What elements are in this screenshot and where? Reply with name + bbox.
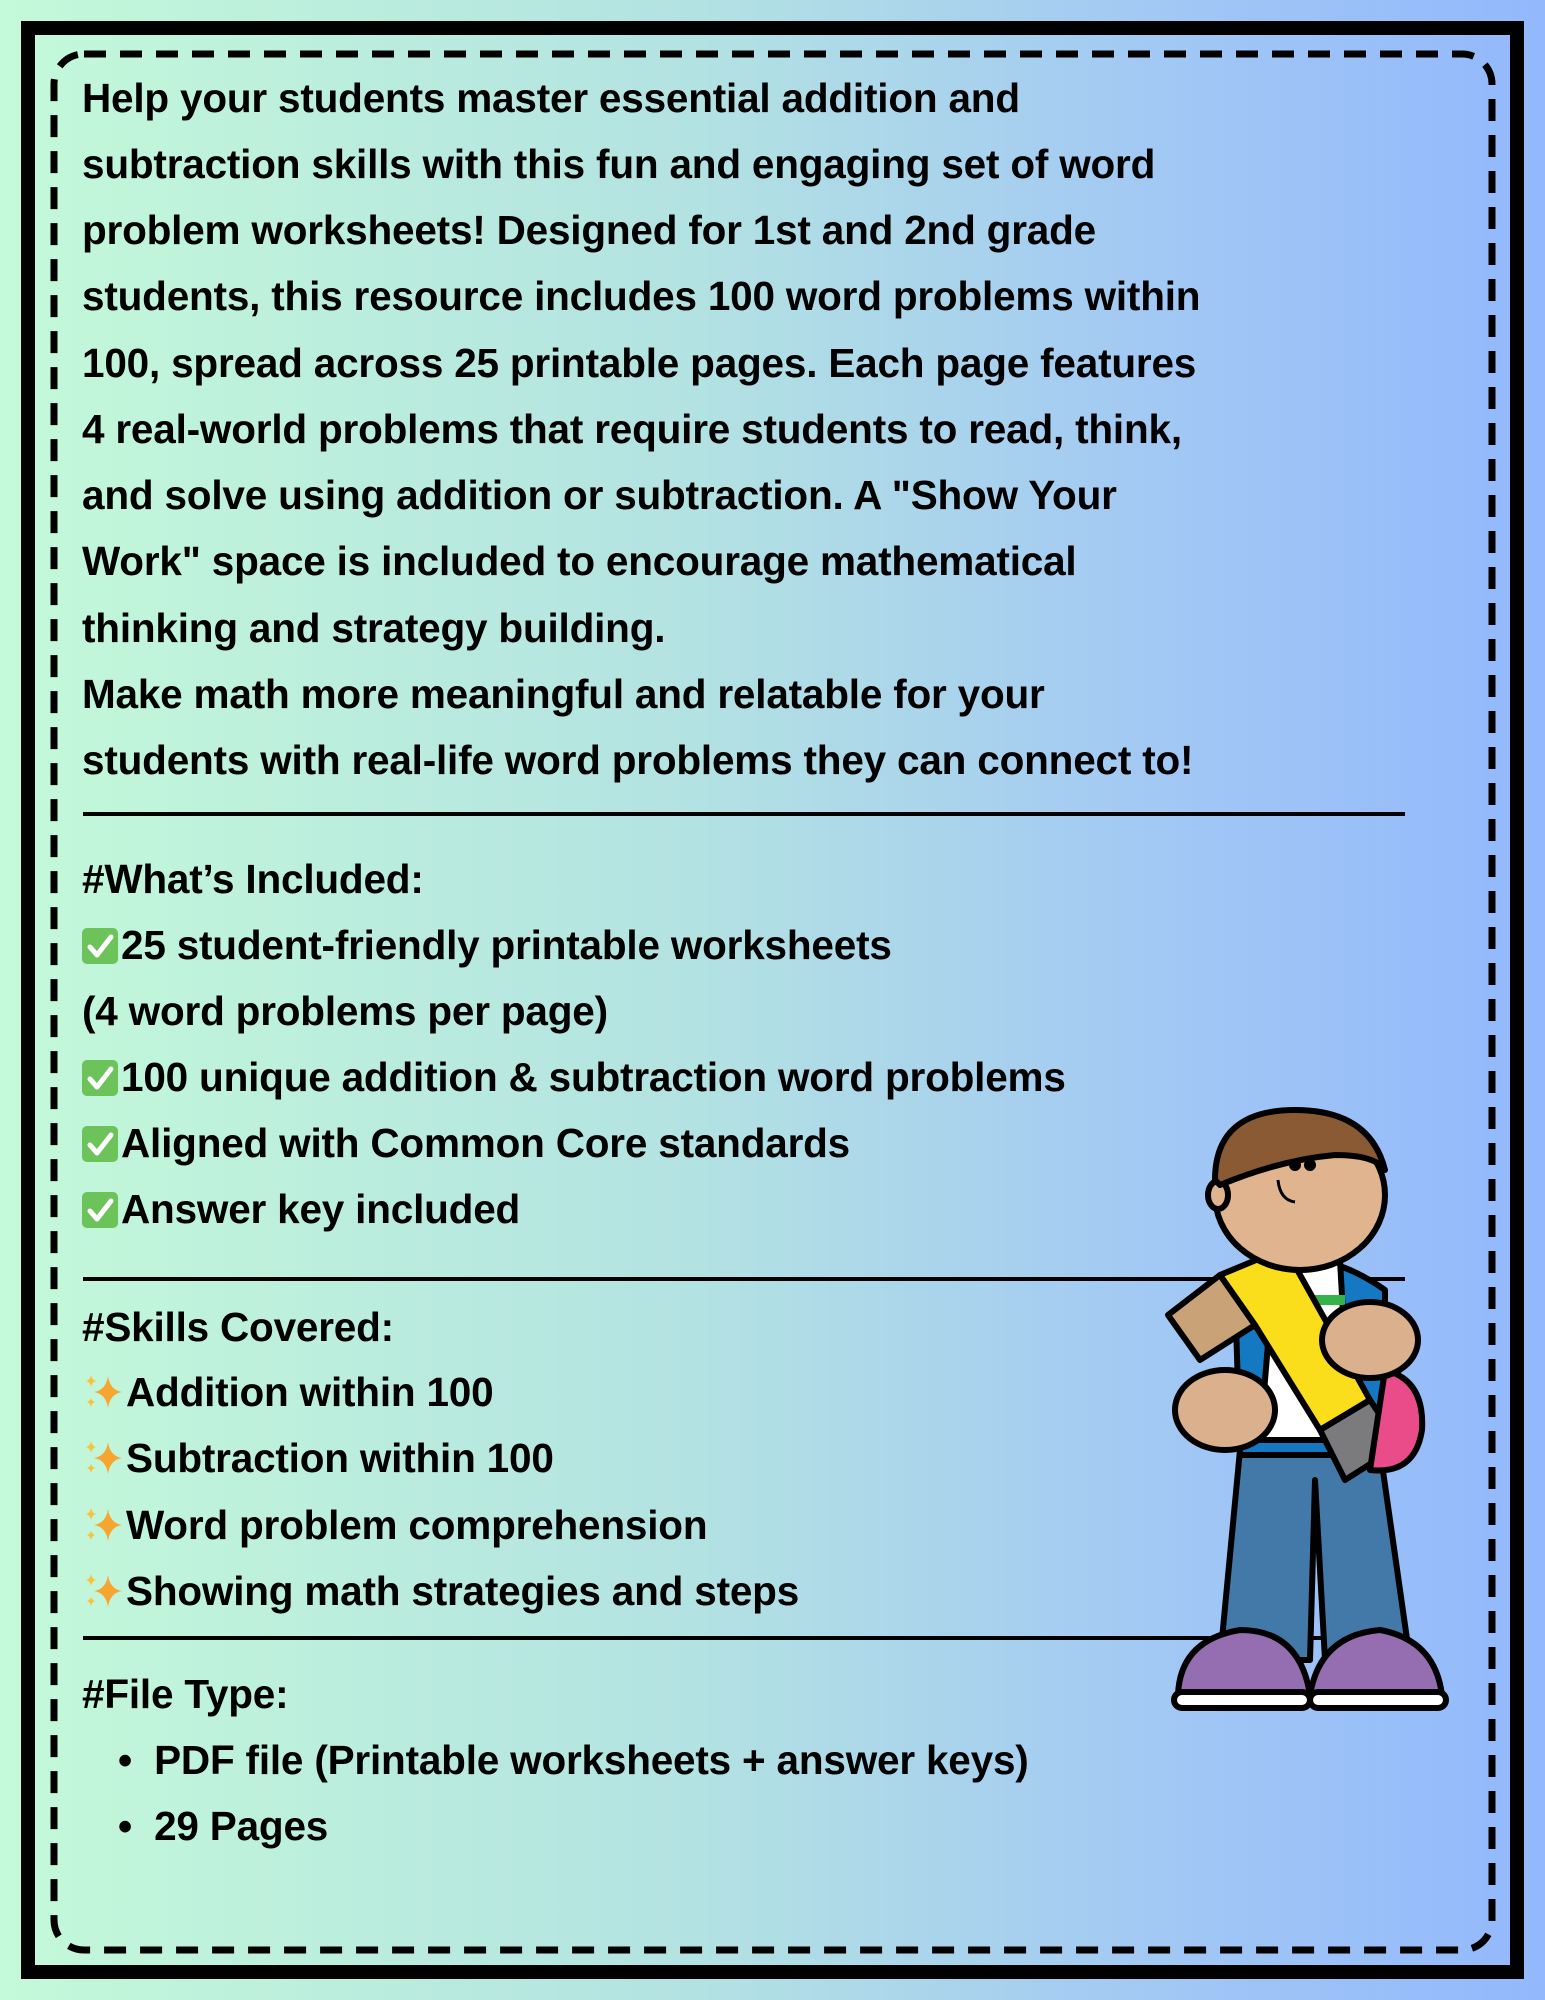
sparkles-icon — [82, 1438, 126, 1478]
file-type-item-text: PDF file (Printable worksheets + answer keys) — [154, 1737, 1029, 1783]
intro-line: Help your students master essential addition and — [82, 75, 1020, 121]
included-item: (4 word problems per page) — [82, 988, 608, 1034]
sparkles-icon — [82, 1505, 126, 1545]
skill-item — [82, 1566, 799, 1616]
sparkles-icon — [82, 1372, 126, 1412]
intro-line: 4 real-world problems that require students to read, think, — [82, 406, 1182, 452]
intro-line: 100, spread across 25 printable pages. Each page features — [82, 340, 1197, 386]
included-item-text: 25 student-friendly printable worksheets — [121, 922, 892, 968]
included-item-text: 100 unique addition & subtraction word problems — [121, 1054, 1066, 1100]
skill-item-text: Word problem comprehension — [126, 1502, 708, 1548]
intro-line: thinking and strategy building. — [82, 605, 666, 651]
bullet: • — [118, 1737, 155, 1783]
intro-line: and solve using addition or subtraction. A "Show Your — [82, 472, 1117, 518]
sparkles-icon — [82, 1571, 126, 1611]
skills-heading: #Skills Covered: — [82, 1304, 394, 1350]
bullet: • — [118, 1803, 155, 1849]
check-mark-icon — [82, 1192, 118, 1228]
included-item — [82, 1118, 850, 1168]
intro-line: students with real-life word problems they can connect to! — [82, 737, 1194, 783]
intro-line: students, this resource includes 100 word problems within — [82, 273, 1201, 319]
check-mark-icon — [82, 1126, 118, 1162]
file-type-item — [118, 1735, 1029, 1785]
skill-item — [82, 1433, 554, 1483]
included-item — [82, 1184, 520, 1234]
intro-line: Make math more meaningful and relatable for your — [82, 671, 1045, 717]
skill-item — [82, 1367, 493, 1417]
intro-line: Work" space is included to encourage mathematical — [82, 538, 1077, 584]
boy-with-pencil-illustration — [1160, 1100, 1460, 1720]
intro-line: problem worksheets! Designed for 1st and 2nd grade — [82, 207, 1096, 253]
skill-item-text: Addition within 100 — [126, 1369, 494, 1415]
skill-item-text: Showing math strategies and steps — [126, 1568, 800, 1614]
intro-line: subtraction skills with this fun and engaging set of word — [82, 141, 1156, 187]
included-heading: #What’s Included: — [82, 856, 424, 902]
skill-item-text: Subtraction within 100 — [126, 1435, 554, 1481]
divider — [83, 812, 1405, 816]
included-item-text: Answer key included — [121, 1186, 521, 1232]
check-mark-icon — [82, 928, 118, 964]
included-item — [82, 920, 892, 970]
check-mark-icon — [82, 1060, 118, 1096]
file-type-heading: #File Type: — [82, 1671, 289, 1717]
included-item — [82, 1052, 1066, 1102]
skill-item — [82, 1500, 707, 1550]
included-item-text: Aligned with Common Core standards — [121, 1120, 851, 1166]
file-type-item-text: 29 Pages — [154, 1803, 329, 1849]
file-type-item — [118, 1801, 328, 1851]
